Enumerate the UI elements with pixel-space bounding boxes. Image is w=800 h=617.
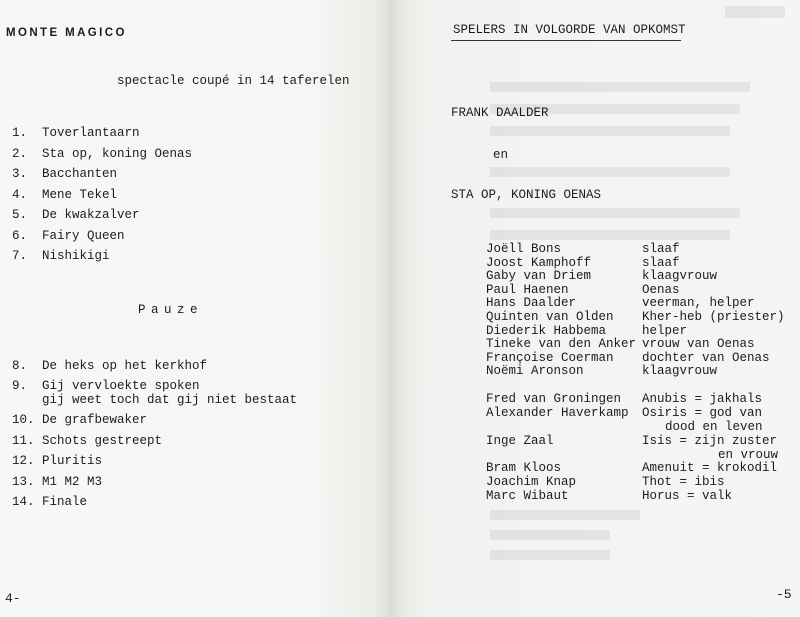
cast-row	[486, 325, 687, 339]
role-name: dochter van Oenas	[642, 350, 770, 365]
list-item	[12, 360, 207, 374]
role-name: Osiris = god van	[642, 406, 763, 420]
role-name: Isis = zijn zuster	[642, 434, 778, 448]
actor-name: Fred van Groningen	[486, 392, 622, 406]
role-continuation: en vrouw	[718, 448, 779, 462]
item-number: 14.	[12, 495, 35, 509]
play-title: STA OP, KONING OENAS	[451, 188, 602, 202]
left-page	[0, 0, 390, 617]
actor-name: Gaby van Driem	[486, 269, 592, 284]
cast-row	[486, 297, 755, 311]
item-title: Bacchanten	[42, 167, 118, 181]
list-item	[12, 127, 140, 141]
actor-name: Bram Kloos	[486, 461, 562, 475]
item-number: 7.	[12, 249, 28, 263]
list-item	[12, 476, 102, 490]
item-number: 10.	[12, 413, 35, 427]
role-name: vrouw van Oenas	[642, 337, 755, 352]
actor-name: Joachim Knap	[486, 475, 577, 489]
role-name: Thot = ibis	[642, 475, 725, 489]
role-name: slaaf	[642, 242, 680, 256]
item-title: Fairy Queen	[42, 229, 125, 243]
conjunction: en	[493, 148, 509, 162]
actor-name: Alexander Haverkamp	[486, 406, 629, 420]
item-number: 9.	[12, 379, 28, 393]
heading-underline	[451, 40, 681, 41]
cast-row	[486, 352, 770, 366]
cast-row	[486, 407, 762, 421]
list-item	[12, 496, 87, 510]
item-number: 2.	[12, 147, 28, 161]
cast-row	[486, 311, 785, 325]
actor-name: Marc Wibaut	[486, 489, 569, 503]
actor-name: Hans Daalder	[486, 296, 577, 311]
role-name: klaagvrouw	[642, 269, 718, 284]
right-page	[390, 0, 800, 617]
actor-name: Paul Haenen	[486, 282, 569, 297]
cast-row	[486, 476, 725, 490]
list-item	[12, 148, 192, 162]
item-title: Mene Tekel	[42, 188, 118, 202]
item-title: Nishikigi	[42, 249, 110, 263]
cast-heading: SPELERS IN VOLGORDE VAN OPKOMST	[453, 23, 686, 37]
actor-name: Inge Zaal	[486, 434, 554, 448]
item-title: De heks op het kerkhof	[42, 359, 208, 373]
list-item	[12, 189, 117, 203]
actor-name: Diederik Habbema	[486, 323, 607, 338]
item-title: M1 M2 M3	[42, 475, 103, 489]
list-item	[12, 168, 117, 182]
role-name: Kher-heb (priester)	[642, 310, 785, 324]
cast-row	[486, 365, 717, 379]
list-item	[12, 230, 125, 244]
item-number: 12.	[12, 454, 35, 468]
actor-name: Joëll Bons	[486, 242, 562, 256]
item-title: De kwakzalver	[42, 208, 140, 222]
actor-name: Noëmi Aronson	[486, 364, 584, 379]
program-title: MONTE MAGICO	[6, 27, 127, 39]
cast-row	[486, 257, 680, 271]
item-number: 5.	[12, 208, 28, 222]
cast-row	[486, 393, 762, 407]
item-number: 4.	[12, 188, 28, 202]
cast-row	[486, 243, 680, 257]
list-item-continuation	[12, 394, 297, 408]
list-item	[12, 435, 162, 449]
pause-label: Pauze	[138, 303, 204, 317]
actor-name: Françoise Coerman	[486, 350, 614, 365]
role-continuation: dood en leven	[665, 420, 763, 434]
program-subtitle: spectacle coupé in 14 taferelen	[117, 74, 350, 88]
role-name: Oenas	[642, 282, 680, 297]
list-item	[12, 380, 200, 394]
list-item	[12, 414, 147, 428]
item-title: Pluritis	[42, 454, 103, 468]
item-number: 13.	[12, 475, 35, 489]
item-title: Toverlantaarn	[42, 126, 140, 140]
item-title: Finale	[42, 495, 88, 509]
cast-row	[486, 435, 777, 449]
actor-name: Tineke van den Anker	[486, 337, 637, 352]
item-title: Sta op, koning Oenas	[42, 147, 193, 161]
item-number: 1.	[12, 126, 28, 140]
role-name: Anubis = jakhals	[642, 392, 763, 406]
actor-name: Quinten van Olden	[486, 310, 614, 324]
cast-row	[486, 462, 777, 476]
role-name: helper	[642, 323, 688, 338]
item-number: 8.	[12, 359, 28, 373]
page-number-left: 4-	[5, 591, 21, 606]
item-title-continuation: gij weet toch dat gij niet bestaat	[42, 393, 298, 407]
item-title: De grafbewaker	[42, 413, 148, 427]
list-item	[12, 455, 102, 469]
role-name: veerman, helper	[642, 296, 755, 311]
item-title: Gij vervloekte spoken	[42, 379, 200, 393]
item-number: 3.	[12, 167, 28, 181]
list-item	[12, 250, 110, 264]
role-name: slaaf	[642, 255, 680, 270]
page-number-right: -5	[776, 587, 792, 602]
role-name: Amenuit = krokodil	[642, 461, 778, 475]
author-name: FRANK DAALDER	[451, 106, 549, 120]
actor-name: Joost Kamphoff	[486, 255, 592, 270]
cast-row	[486, 338, 755, 352]
list-item	[12, 209, 140, 223]
role-name: Horus = valk	[642, 489, 733, 503]
item-number: 11.	[12, 434, 35, 448]
cast-row	[486, 490, 732, 504]
cast-row	[486, 270, 717, 284]
item-title: Schots gestreept	[42, 434, 163, 448]
item-number: 6.	[12, 229, 28, 243]
role-name: klaagvrouw	[642, 364, 718, 379]
cast-row	[486, 284, 680, 298]
